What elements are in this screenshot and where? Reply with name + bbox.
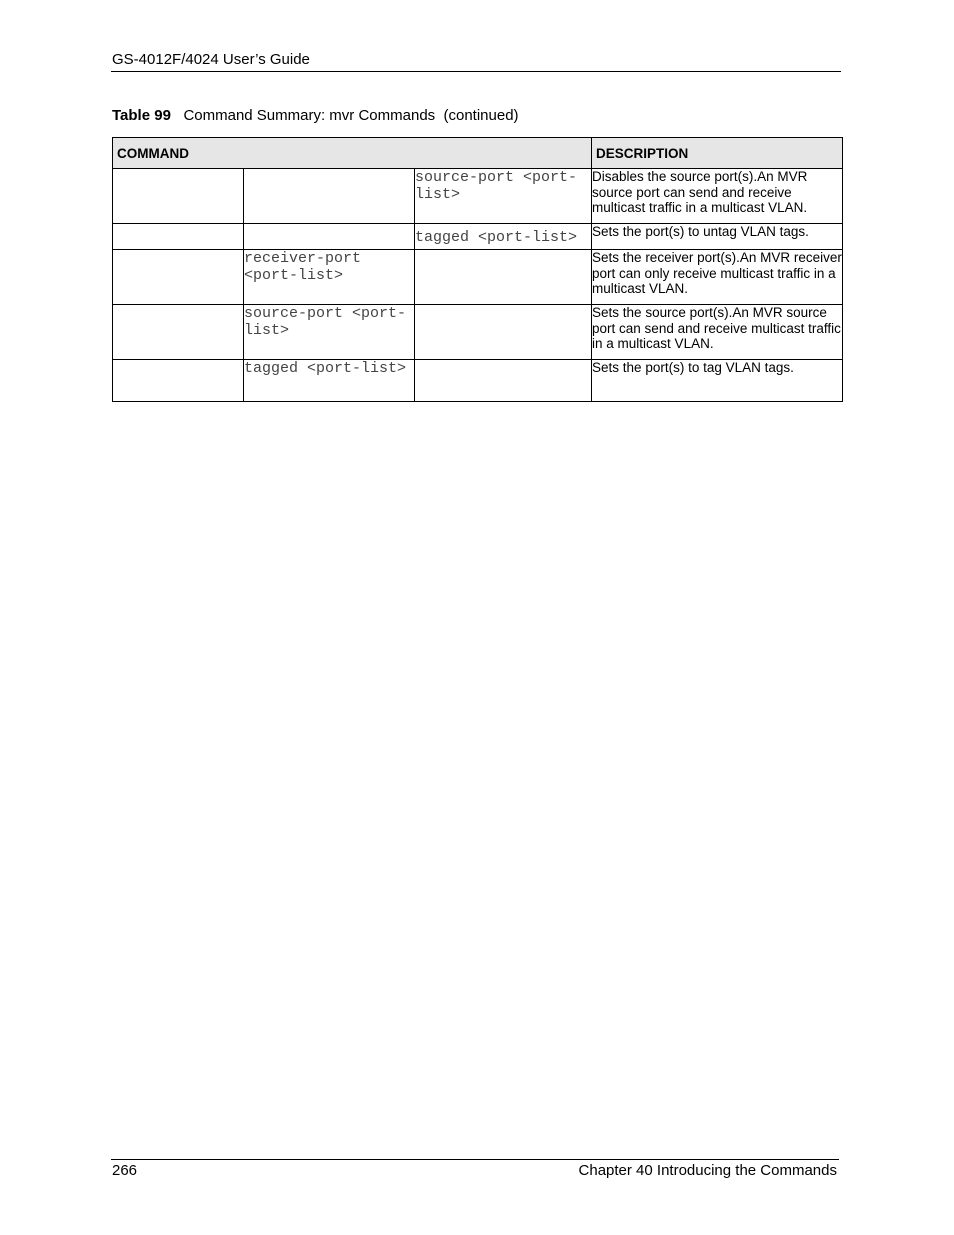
table-row	[113, 169, 843, 224]
description-cell: Sets the port(s) to untag VLAN tags.	[592, 224, 843, 250]
description-cell: Sets the port(s) to tag VLAN tags.	[592, 360, 843, 402]
command-cell-level3: tagged <port-list>	[415, 224, 592, 250]
table-caption-text: Command Summary: mvr Commands (continued)	[183, 107, 519, 124]
command-cell-level3	[415, 305, 592, 360]
table-caption	[112, 107, 519, 124]
description-cell: Disables the source port(s).An MVR source port can send and receive multicast traffic in a multicast VLAN.	[592, 169, 843, 224]
command-cell-level2	[244, 224, 415, 250]
command-cell-level1	[113, 305, 244, 360]
table-row	[113, 305, 843, 360]
description-cell: Sets the receiver port(s).An MVR receiver port can only receive multicast traffic in a multicast VLAN.	[592, 250, 843, 305]
command-cell-level3: source-port <port-list>	[415, 169, 592, 224]
table-row	[113, 360, 843, 402]
table-row	[113, 250, 843, 305]
command-cell-level2: receiver-port <port-list>	[244, 250, 415, 305]
footer-page-number: 266	[112, 1162, 138, 1179]
command-cell-level2	[244, 169, 415, 224]
command-cell-level2: tagged <port-list>	[244, 360, 415, 402]
command-cell-level1	[113, 360, 244, 402]
footer-chapter-title: Chapter 40 Introducing the Commands	[578, 1162, 837, 1179]
table-row	[113, 224, 843, 250]
header-command: COMMAND	[113, 138, 592, 169]
command-cell-level1	[113, 250, 244, 305]
command-cell-level2: source-port <port-list>	[244, 305, 415, 360]
table-header-row	[113, 138, 843, 169]
command-cell-level1	[113, 224, 244, 250]
command-cell-level3	[415, 250, 592, 305]
command-cell-level3	[415, 360, 592, 402]
footer-divider	[111, 1159, 839, 1160]
command-cell-level1	[113, 169, 244, 224]
description-cell: Sets the source port(s).An MVR source port can send and receive multicast traffic in a multicast VLAN.	[592, 305, 843, 360]
page-header-title: GS-4012F/4024 User’s Guide	[112, 51, 310, 68]
command-summary-table	[112, 137, 843, 402]
header-divider	[111, 71, 841, 72]
header-description: DESCRIPTION	[592, 138, 843, 169]
table-number: Table 99	[112, 107, 171, 124]
